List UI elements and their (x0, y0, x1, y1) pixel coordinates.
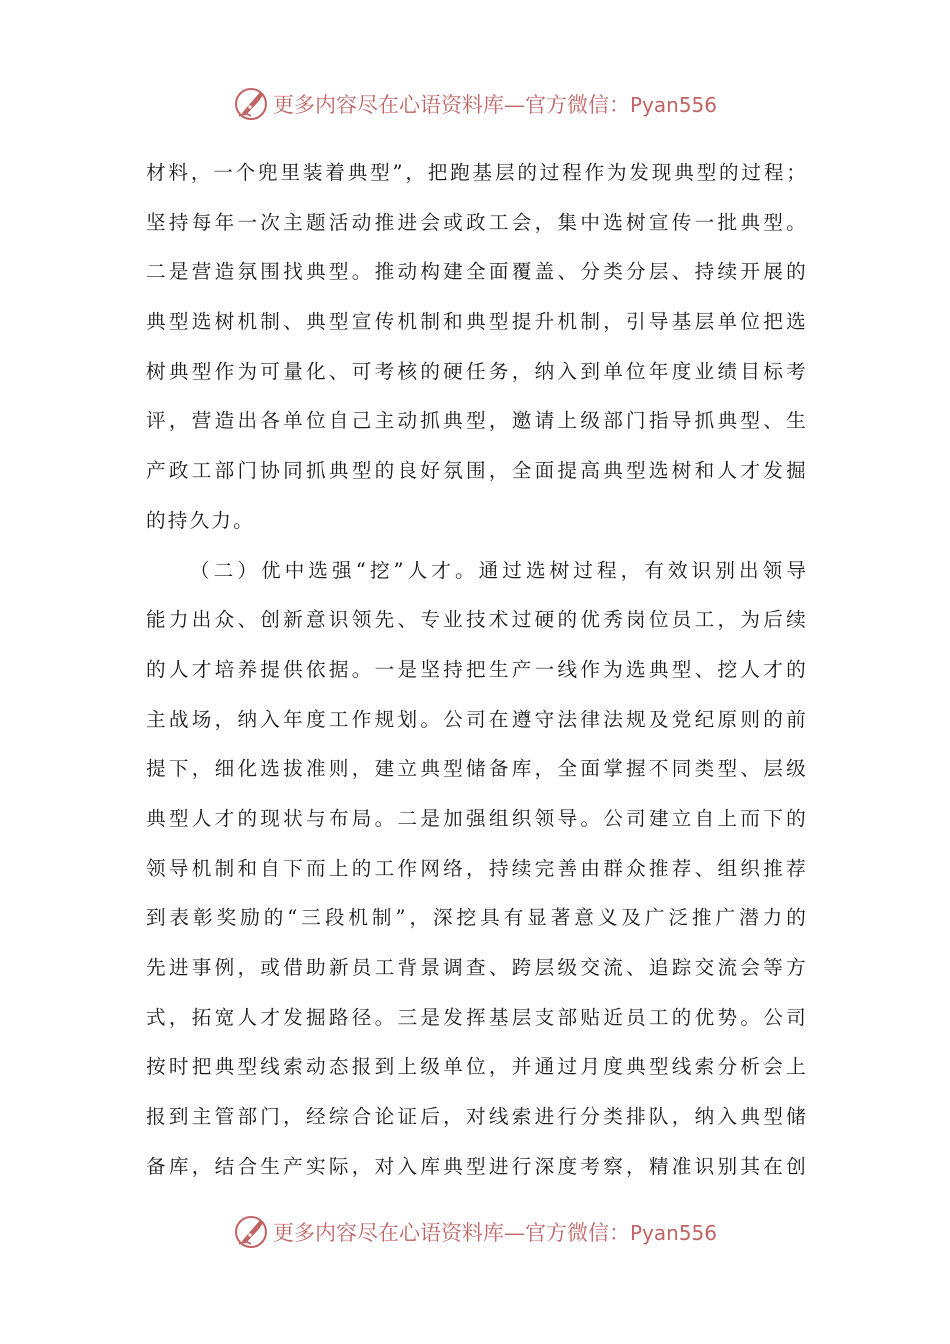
paragraph-1 (146, 148, 806, 546)
banner-text-main: 更多内容尽在心语资料库— (272, 1221, 525, 1245)
text-line: 报 到 主 管 部 门 ， 经 综 合 论 证 后 ， 对 线 索 进 行 分 类 排 队 ， 纳 入 典 型 储 (146, 1105, 806, 1129)
document-body (146, 148, 806, 1191)
pen-nib-icon (233, 1214, 269, 1250)
text-line: 备 库 ， 结 合 生 产 实 际 ， 对 入 库 典 型 进 行 深 度 考 察 ， 精 准 识 别 其 在 创 (146, 1154, 806, 1178)
text-line: 评 ， 营 造 出 各 单 位 自 己 主 动 抓 典 型 ， 邀 请 上 级 部 门 指 导 抓 典 型 、 生 (146, 409, 806, 433)
text-line: 主 战 场 ， 纳 入 年 度 工 作 规 划 。 公 司 在 遵 守 法 律 法 规 及 党 纪 原 则 的 前 (146, 707, 806, 731)
text-line: 材 料 ， 一 个 兜 里 装 着 典 型 ” ， 把 跑 基 层 的 过 程 作 为 发 现 典 型 的 过 程 ； (146, 161, 806, 184)
text-line: 能 力 出 众 、 创 新 意 识 领 先 、 专 业 技 术 过 硬 的 优 秀 岗 位 员 工 ， 为 后 续 (146, 608, 806, 632)
text-line: 二 是 营 造 氛 围 找 典 型 。 推 动 构 建 全 面 覆 盖 、 分 类 分 层 、 持 续 开 展 的 (146, 260, 806, 284)
banner-text-official: 官方微信： (524, 1221, 630, 1245)
text-line: 先 进 事 例 ， 或 借 助 新 员 工 背 景 调 查 、 跨 层 级 交 流 、 追 踪 交 流 会 等 方 (146, 956, 806, 979)
text-line: 的持久力。 (146, 508, 255, 532)
text-line: 典 型 人 才 的 现 状 与 布 局 。 二 是 加 强 组 织 领 导 。 公 司 建 立 自 上 而 下 的 (146, 806, 806, 830)
text-line: 到 表 彰 奖 励 的 “ 三 段 机 制 ” ， 深 挖 具 有 显 著 意 义 及 广 泛 推 广 潜 力 的 (146, 906, 806, 930)
banner-text-official: 官方微信： (524, 93, 630, 117)
text-line: 典 型 选 树 机 制 、 典 型 宣 传 机 制 和 典 型 提 升 机 制 ， 引 导 基 层 单 位 把 选 (146, 310, 806, 334)
text-line: 领 导 机 制 和 自 下 而 上 的 工 作 网 络 ， 持 续 完 善 由 群 众 推 荐 、 组 织 推 荐 (146, 856, 806, 880)
footer-watermark-banner (0, 1212, 950, 1252)
banner-wechat-id: Pyan556 (629, 1221, 717, 1245)
text-line: 按 时 把 典 型 线 索 动 态 报 到 上 级 单 位 ， 并 通 过 月 度 典 型 线 索 分 析 会 上 (146, 1055, 806, 1079)
paragraph-2 (146, 546, 806, 1192)
text-line: 提 下 ， 细 化 选 拔 准 则 ， 建 立 典 型 储 备 库 ， 全 面 掌 握 不 同 类 型 、 层 级 (146, 757, 806, 781)
text-line: 树 典 型 作 为 可 量 化 、 可 考 核 的 硬 任 务 ， 纳 入 到 单 位 年 度 业 绩 目 标 考 (146, 359, 806, 383)
banner-wechat-id: Pyan556 (629, 93, 717, 117)
header-watermark-banner (0, 84, 950, 124)
text-line: 的 人 才 培 养 提 供 依 据 。 一 是 坚 持 把 生 产 一 线 作 为 选 典 型 、 挖 人 才 的 (146, 657, 806, 681)
text-line: 产 政 工 部 门 协 同 抓 典 型 的 良 好 氛 围 ， 全 面 提 高 典 型 选 树 和 人 才 发 掘 (146, 459, 806, 483)
text-line: 式 ， 拓 宽 人 才 发 掘 路 径 。 三 是 发 挥 基 层 支 部 贴 近 员 工 的 优 势 。 公 司 (146, 1005, 806, 1029)
section-heading-line: （ 二 ） 优 中 选 强 “ 挖 ” 人 才 。 通 过 选 树 过 程 ， 有 效 识 别 出 领 导 (190, 558, 806, 582)
pen-nib-icon (233, 86, 269, 122)
text-line: 坚 持 每 年 一 次 主 题 活 动 推 进 会 或 政 工 会 ， 集 中 选 树 宣 传 一 批 典 型 。 (146, 210, 806, 234)
banner-text (273, 89, 717, 119)
banner-text-main: 更多内容尽在心语资料库— (272, 93, 525, 117)
banner-text (273, 1217, 717, 1247)
